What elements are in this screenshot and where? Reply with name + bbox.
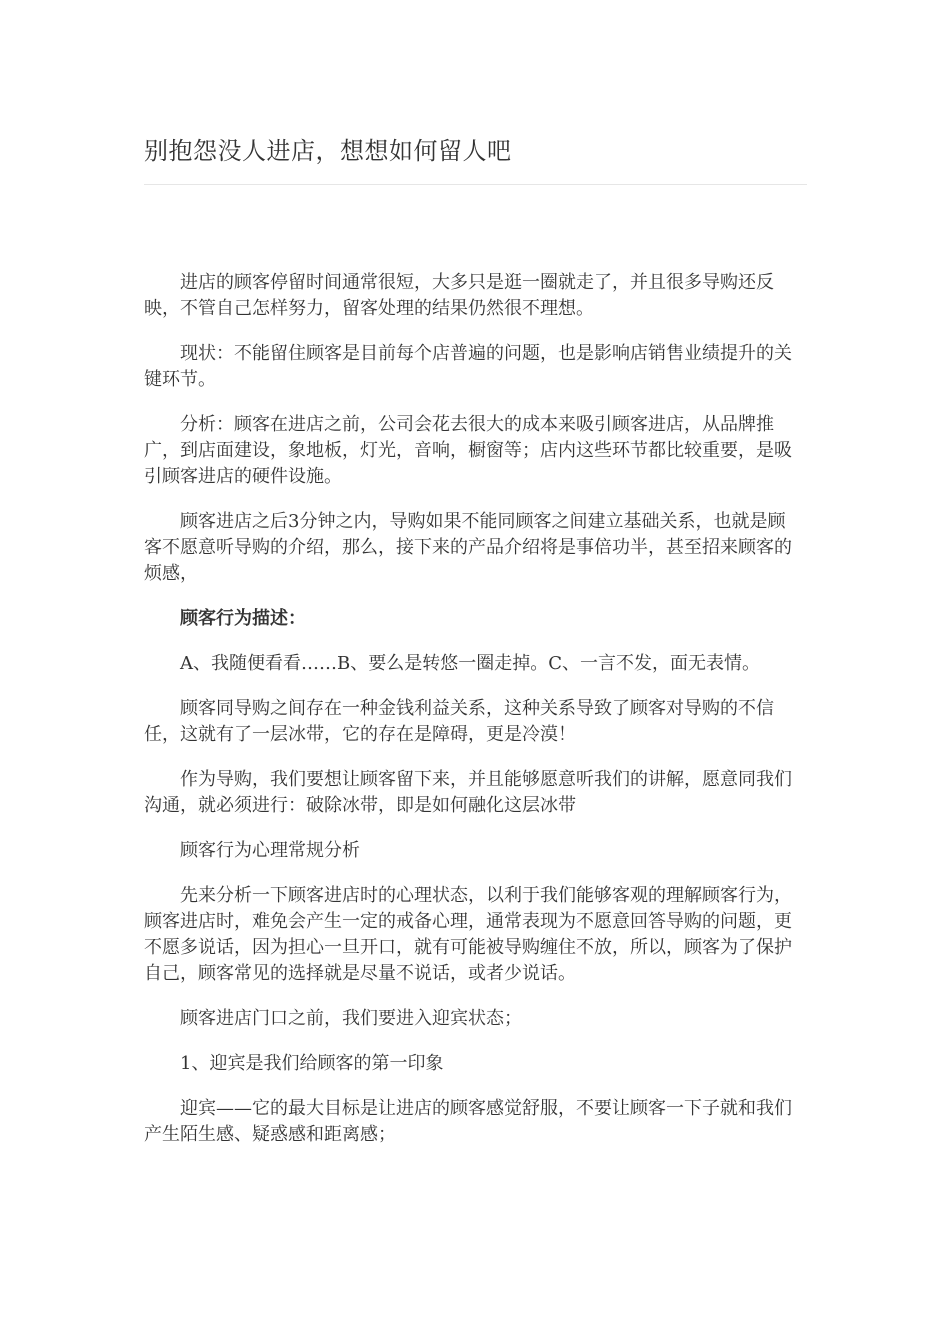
paragraph-three-minutes: 顾客进店之后3分钟之内，导购如果不能同顾客之间建立基础关系，也就是顾客不愿意听导购的介绍，那么，接下来的产品介绍将是事倍功半，甚至招来顾客的烦感，	[144, 511, 792, 584]
paragraph-analysis: 分析：顾客在进店之前，公司会花去很大的成本来吸引顾客进店，从品牌推广，到店面建设，象地板，灯光，音响，橱窗等；店内这些环节都比较重要，是吸引顾客进店的硬件设施。	[144, 414, 792, 487]
title-divider	[144, 184, 807, 185]
article-title: 别抱怨没人进店，想想如何留人吧	[144, 137, 512, 165]
paragraph-greeting-state: 顾客进店门口之前，我们要进入迎宾状态；	[180, 1008, 522, 1029]
heading-first-impression: 1、迎宾是我们给顾客的第一印象	[180, 1053, 444, 1074]
paragraph-break-ice: 作为导购，我们要想让顾客留下来，并且能够愿意听我们的讲解，愿意同我们沟通，就必须进行：破除冰带，即是如何融化这层冰带	[144, 769, 792, 816]
paragraph-behavior-examples: A、我随便看看……B、要么是转悠一圈走掉。C、一言不发，面无表情。	[180, 653, 760, 674]
paragraph-greeting-goal: 迎宾——它的最大目标是让进店的顾客感觉舒服，不要让顾客一下子就和我们产生陌生感、疑惑感和距离感；	[144, 1098, 792, 1145]
paragraph-intro: 进店的顾客停留时间通常很短，大多只是逛一圈就走了，并且很多导购还反映，不管自己怎样努力，留客处理的结果仍然很不理想。	[144, 272, 774, 319]
paragraph-ice-belt: 顾客同导购之间存在一种金钱利益关系，这种关系导致了顾客对导购的不信任，这就有了一层冰带，它的存在是障碍，更是冷漠！	[144, 698, 774, 745]
heading-behavior-description: 顾客行为描述：	[180, 608, 306, 629]
article-body	[144, 270, 794, 1167]
paragraph-status: 现状：不能留住顾客是目前每个店普遍的问题，也是影响店销售业绩提升的关键环节。	[144, 343, 792, 390]
heading-psychology-analysis: 顾客行为心理常规分析	[180, 840, 360, 861]
paragraph-psychology: 先来分析一下顾客进店时的心理状态，以利于我们能够客观的理解顾客行为，顾客进店时，难免会产生一定的戒备心理，通常表现为不愿意回答导购的问题，更不愿多说话，因为担心一旦开口，就有可能被导购缠住不放，所以，顾客为了保护自己，顾客常见的选择就是尽量不说话，或者少说话。	[144, 885, 792, 984]
